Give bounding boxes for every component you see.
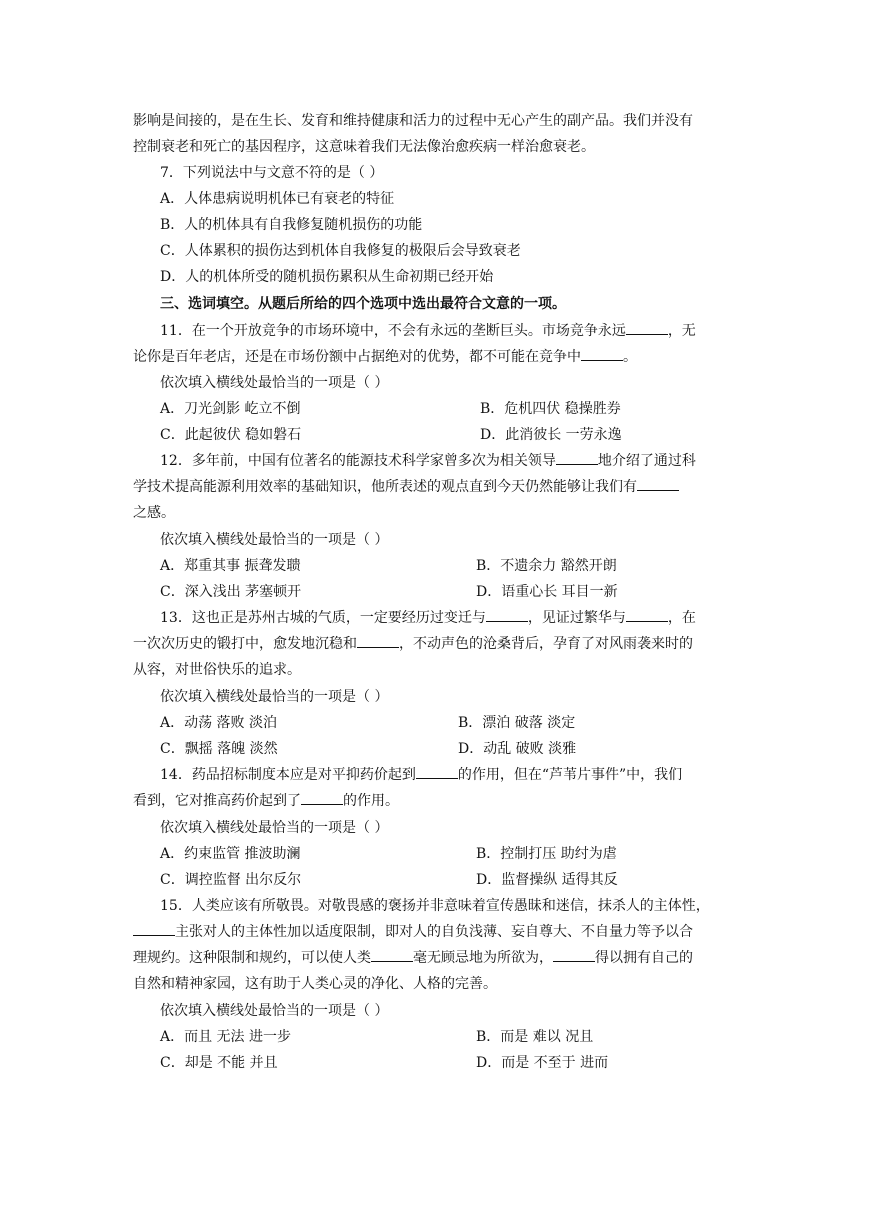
q7-option-b: B．人的机体具有自我修复随机损伤的功能 [160, 217, 423, 233]
q13-option-b: B．漂泊 破落 淡定 [458, 715, 576, 731]
q11-prompt: 依次填入横线处最恰当的一项是（ ） [160, 375, 389, 391]
q14-line-1: 14．药品招标制度本应是对平抑药价起到 的作用，但在“芦苇片事件”中，我们 [160, 767, 683, 783]
q12-option-c: C．深入浅出 茅塞顿开 [160, 584, 302, 600]
q12-line-1: 12．多年前，中国有位著名的能源技术科学家曾多次为相关领导 地介绍了通过科 [160, 453, 696, 469]
blank [556, 452, 598, 465]
blank [133, 923, 175, 936]
q13-option-c: C．飘摇 落魄 淡然 [160, 741, 278, 757]
passage-line-2: 控制衰老和死亡的基因程序，这意味着我们无法像治愈疾病一样治愈衰老。 [133, 139, 595, 155]
blank [553, 949, 595, 962]
blank [626, 609, 668, 622]
q12-prompt: 依次填入横线处最恰当的一项是（ ） [160, 532, 389, 548]
q13-line-3: 从容，对世俗快乐的追求。 [133, 662, 301, 678]
q15-line-1: 15．人类应该有所敬畏。对敬畏感的褒扬并非意味着宣传愚昧和迷信，抹杀人的主体性， [160, 898, 710, 914]
q13-option-a: A．动荡 落败 淡泊 [160, 715, 278, 731]
section-3-heading: 三、选词填空。从题后所给的四个选项中选出最符合文意的一项。 [160, 296, 566, 312]
blank [357, 635, 399, 648]
blank [486, 609, 528, 622]
blank [301, 792, 343, 805]
q13-line-1: 13．这也正是苏州古城的气质，一定要经历过变迁与 ，见证过繁华与 ，在 [160, 610, 696, 626]
q14-option-b: B．控制打压 助纣为虐 [476, 846, 617, 862]
q12-option-a: A．郑重其事 振聋发聩 [160, 558, 301, 574]
q13-option-d: D．动乱 破败 淡雅 [458, 741, 577, 757]
q15-option-d: D．而是 不至于 进而 [476, 1055, 609, 1071]
q13-prompt: 依次填入横线处最恰当的一项是（ ） [160, 689, 389, 705]
q12-option-b: B．不遗余力 豁然开朗 [476, 558, 617, 574]
q11-option-b: B．危机四伏 稳操胜券 [480, 401, 621, 417]
q7-option-a: A．人体患病说明机体已有衰老的特征 [160, 191, 395, 207]
q11-line-2: 论你是百年老店，还是在市场份额中占据绝对的优势，都不可能在竞争中 。 [133, 349, 637, 365]
q12-option-d: D．语重心长 耳目一新 [476, 584, 618, 600]
q15-option-a: A．而且 无法 进一步 [160, 1029, 292, 1045]
q15-line-4: 自然和精神家园，这有助于人类心灵的净化、人格的完善。 [133, 976, 497, 992]
q7-option-c: C．人体累积的损伤达到机体自我修复的极限后会导致衰老 [160, 243, 521, 259]
q11-option-a: A．刀光剑影 屹立不倒 [160, 401, 301, 417]
q14-option-a: A．约束监管 推波助澜 [160, 846, 301, 862]
q7-stem: 7．下列说法中与文意不符的是（ ） [160, 165, 384, 181]
q14-prompt: 依次填入横线处最恰当的一项是（ ） [160, 820, 389, 836]
q14-option-c: C．调控监督 出尔反尔 [160, 872, 302, 888]
q15-line-2: 主张对人的主体性加以适度限制，即对人的自负浅薄、妄自尊大、不自量力等予以合 [133, 923, 743, 941]
q13-line-2: 一次次历史的锻打中，愈发地沉稳和 ，不动声色的沧桑背后，孕育了对风雨袭来时的 [133, 636, 693, 652]
q11-line-1: 11．在一个开放竞争的市场环境中，不会有永远的垄断巨头。市场竞争永远 ，无 [160, 323, 696, 339]
q7-option-d: D．人的机体所受的随机损伤累积从生命初期已经开始 [160, 269, 494, 285]
blank [581, 348, 623, 361]
passage-line-1: 影响是间接的，是在生长、发育和维持健康和活力的过程中无心产生的副产品。我们并没有 [133, 113, 693, 129]
blank [626, 322, 668, 335]
q11-option-c: C．此起彼伏 稳如磐石 [160, 427, 302, 443]
q15-option-c: C．却是 不能 并且 [160, 1055, 278, 1071]
q11-option-d: D．此消彼长 一劳永逸 [480, 427, 622, 443]
blank [637, 478, 679, 491]
q15-option-b: B．而是 难以 况且 [476, 1029, 594, 1045]
q12-line-2: 学技术提高能源利用效率的基础知识，他所表述的观点直到今天仍然能够让我们有 [133, 478, 743, 496]
blank [371, 949, 413, 962]
q15-line-3: 理规约。这种限制和规约，可以使人类 毫无顾忌地为所欲为， 得以拥有自己的 [133, 950, 693, 966]
q12-line-3: 之感。 [133, 505, 175, 521]
blank [416, 766, 458, 779]
q14-line-2: 看到，它对推高药价起到了 的作用。 [133, 793, 399, 809]
q15-prompt: 依次填入横线处最恰当的一项是（ ） [160, 1003, 389, 1019]
q14-option-d: D．监督操纵 适得其反 [476, 872, 618, 888]
